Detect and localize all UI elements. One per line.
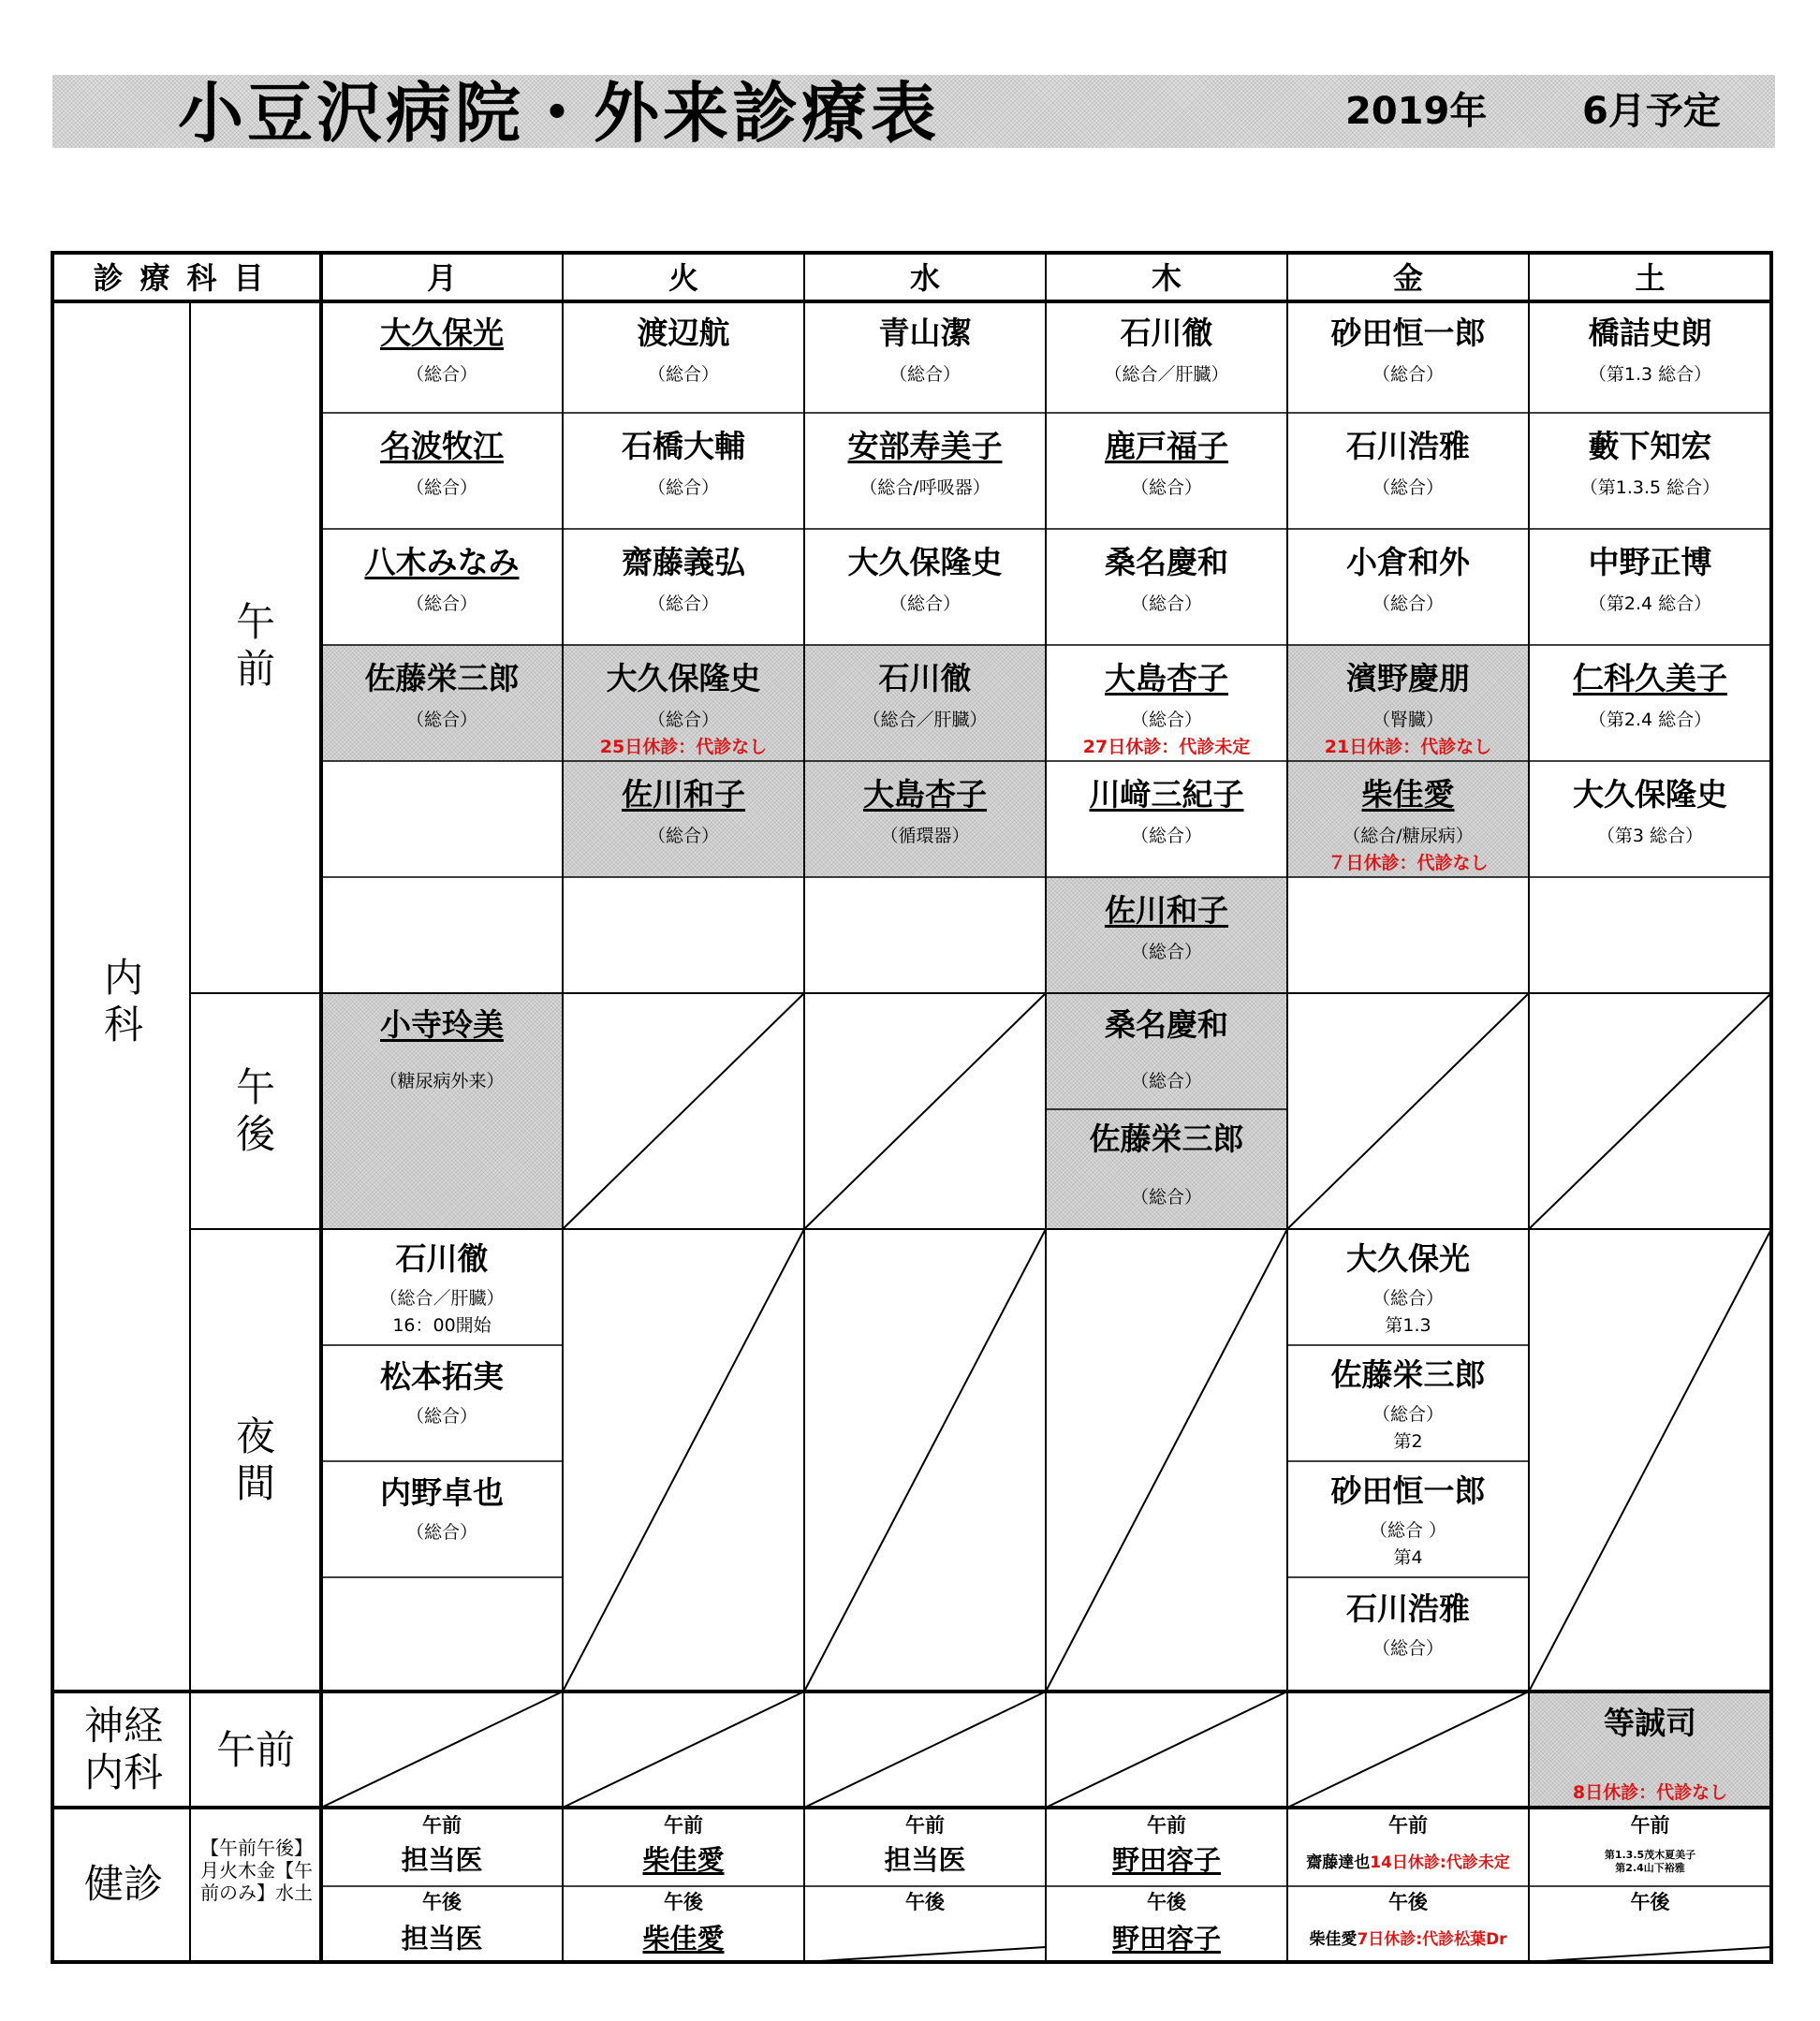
- am-sat-slot-2: [1529, 413, 1771, 529]
- pm-thu-slot-2: [1046, 1109, 1287, 1229]
- doctor-specialty: （総合）: [888, 593, 961, 614]
- am-thu-slot-1: [1046, 301, 1287, 413]
- checkup-hours-note: 【午前午後】月火木金【午前のみ】水土: [200, 1837, 313, 1904]
- checkup-sat-pm: [1529, 1886, 1771, 1962]
- schedule-month: 6月予定: [1582, 90, 1721, 133]
- am-wed-slot-1: [804, 301, 1046, 413]
- doctor-specialty: （総合）: [1372, 477, 1444, 498]
- doctor-specialty: （総合）: [1130, 710, 1202, 730]
- checkup-shift-label: 午後: [1630, 1891, 1670, 1913]
- am-mon-slot-1: [321, 301, 563, 413]
- doctor-name: 橋詰史朗: [1588, 315, 1712, 351]
- am-sat-slot-4: [1529, 645, 1771, 761]
- checkup-shift-label: 午後: [1388, 1891, 1428, 1913]
- checkup-shift-label: 午前: [1630, 1814, 1670, 1837]
- pm-thu-slot-1: [1046, 993, 1287, 1109]
- doctor-specialty: （総合/呼吸器）: [859, 477, 991, 498]
- doctor-specialty: （総合）: [1130, 942, 1202, 962]
- shift-am-label: 午前: [235, 599, 275, 692]
- checkup-doctor: 第2.4山下裕雅: [1615, 1862, 1685, 1874]
- night-mon-slot-2: [321, 1345, 563, 1461]
- am-sat-slot-5: [1529, 761, 1771, 877]
- doctor-specialty: （総合）: [1372, 593, 1444, 614]
- checkup-doctor: 柴佳愛: [1309, 1930, 1358, 1949]
- doctor-specialty: （総合）: [1372, 1638, 1444, 1659]
- schedule-year: 2019年: [1345, 90, 1488, 133]
- am-wed-slot-5: [804, 761, 1046, 877]
- doctor-specialty: （総合）: [647, 364, 719, 385]
- doctor-name: 等誠司: [1604, 1705, 1696, 1741]
- doctor-name: 大久保隆史: [847, 544, 1003, 580]
- doctor-name: 小倉和外: [1346, 544, 1470, 580]
- doctor-name: 大島杏子: [863, 776, 987, 813]
- day-header-mon: 月: [426, 260, 457, 296]
- neuro-shift-label: 午前: [215, 1727, 295, 1773]
- day-header-sat: 土: [1635, 260, 1666, 296]
- absence-note: 7日休診:代診松葉Dr: [1357, 1930, 1507, 1949]
- checkup-shift-label: 午後: [905, 1891, 945, 1913]
- doctor-name: 石川徹: [878, 660, 972, 696]
- shift-pm-label: 午後: [235, 1064, 275, 1157]
- doctor-specialty: （腎臓）: [1372, 710, 1444, 730]
- am-wed-slot-2: [804, 413, 1046, 529]
- am-fri-slot-2: [1287, 413, 1529, 529]
- absence-note: 8日休診：代診なし: [1572, 1782, 1728, 1803]
- doctor-name: 石川徹: [1120, 315, 1213, 351]
- doctor-specialty: （総合）: [647, 593, 719, 614]
- week-note: 第1.3: [1385, 1315, 1431, 1336]
- am-thu-slot-5: [1046, 761, 1287, 877]
- doctor-specialty: （総合）: [888, 364, 961, 385]
- doctor-name: 桑名慶和: [1105, 1006, 1228, 1043]
- checkup-wed-pm: [804, 1886, 1046, 1962]
- doctor-name: 渡辺航: [637, 315, 730, 351]
- doctor-name: 佐川和子: [1105, 892, 1228, 929]
- doctor-name: 八木みなみ: [364, 544, 520, 580]
- checkup-fri-am: [1287, 1808, 1529, 1886]
- am-mon-slot-3: [321, 529, 563, 645]
- am-tue-slot-5: [563, 761, 804, 877]
- doctor-name: 大久保光: [380, 315, 504, 351]
- absence-note: 25日休診：代診なし: [599, 737, 768, 757]
- doctor-name: 松本拓実: [380, 1358, 504, 1395]
- doctor-name: 砂田恒一郎: [1330, 315, 1486, 351]
- checkup-doctor-with-note: [1287, 1929, 1529, 1950]
- doctor-specialty: （糖尿病外来）: [379, 1071, 505, 1091]
- checkup-shift-label: 午前: [905, 1814, 945, 1837]
- doctor-specialty: （総合）: [405, 710, 477, 730]
- am-fri-slot-3: [1287, 529, 1529, 645]
- night-fri-slot-2: [1287, 1345, 1529, 1461]
- checkup-thu-am: [1046, 1808, 1287, 1886]
- doctor-name: 大久保光: [1346, 1240, 1470, 1277]
- doctor-name: 佐藤栄三郎: [364, 660, 520, 696]
- doctor-name: 濱野慶朋: [1346, 660, 1470, 696]
- doctor-specialty: （循環器）: [880, 826, 970, 846]
- am-fri-slot-1: [1287, 301, 1529, 413]
- doctor-specialty: （総合）: [647, 826, 719, 846]
- checkup-doctor: 担当医: [401, 1844, 483, 1876]
- am-wed-slot-4: [804, 645, 1046, 761]
- doctor-specialty: （総合）: [647, 477, 719, 498]
- doctor-specialty: （総合）: [405, 364, 477, 385]
- doctor-specialty: （総合／肝臓）: [1104, 364, 1229, 385]
- am-tue-slot-3: [563, 529, 804, 645]
- doctor-name: 大島杏子: [1105, 660, 1228, 696]
- night-fri-slot-1: [1287, 1229, 1529, 1345]
- doctor-specialty: （第2.4 総合）: [1588, 710, 1712, 730]
- doctor-name: 鹿戸福子: [1105, 428, 1228, 464]
- doctor-specialty: （総合 ）: [1369, 1520, 1447, 1541]
- checkup-shift-label: 午後: [1147, 1891, 1186, 1913]
- checkup-shift-label: 午前: [664, 1814, 703, 1837]
- night-mon-slot-1: [321, 1229, 563, 1345]
- day-header-fri: 金: [1392, 260, 1423, 296]
- am-wed-slot-3: [804, 529, 1046, 645]
- checkup-doctor: 担当医: [884, 1844, 966, 1876]
- doctor-specialty: （第2.4 総合）: [1588, 593, 1712, 614]
- checkup-doctor: 野田容子: [1111, 1844, 1221, 1876]
- checkup-shift-label: 午前: [1388, 1814, 1428, 1837]
- doctor-specialty: （総合／肝臓）: [379, 1288, 505, 1309]
- doctor-specialty: （総合）: [1130, 593, 1202, 614]
- checkup-shift-label: 午前: [422, 1814, 462, 1837]
- doctor-specialty: （総合）: [405, 477, 477, 498]
- am-sat-slot-3: [1529, 529, 1771, 645]
- pm-mon-slot: [321, 993, 563, 1229]
- am-thu-slot-3: [1046, 529, 1287, 645]
- doctor-name: 佐藤栄三郎: [1330, 1356, 1486, 1393]
- absence-note: 27日休診：代診未定: [1082, 737, 1251, 757]
- am-tue-slot-4: [563, 645, 804, 761]
- doctor-name: 名波牧江: [380, 428, 504, 464]
- dept-neuro: 神経内科: [83, 1703, 163, 1795]
- doctor-specialty: （総合）: [1130, 1187, 1202, 1208]
- checkup-mon-pm: [321, 1886, 563, 1962]
- start-time-note: 16：00開始: [392, 1315, 492, 1336]
- am-tue-slot-1: [563, 301, 804, 413]
- doctor-name: 砂田恒一郎: [1330, 1472, 1486, 1509]
- doctor-specialty: （総合）: [1130, 477, 1202, 498]
- shift-night-label: 夜間: [235, 1413, 275, 1506]
- doctor-name: 桑名慶和: [1105, 544, 1228, 580]
- doctor-name: 石川徹: [395, 1240, 489, 1277]
- absence-note: 21日休診：代診なし: [1324, 737, 1492, 757]
- doctor-specialty: （総合）: [1372, 364, 1444, 385]
- doctor-name: 柴佳愛: [1361, 776, 1455, 813]
- checkup-doctor: 担当医: [401, 1923, 483, 1955]
- checkup-sat-am: [1529, 1808, 1771, 1886]
- doctor-specialty: （総合/糖尿病）: [1343, 826, 1474, 846]
- doctor-name: 内野卓也: [380, 1474, 504, 1511]
- doctor-specialty: （総合）: [647, 710, 719, 730]
- doctor-specialty: （総合）: [405, 1522, 477, 1543]
- doctor-specialty: （総合）: [1130, 1071, 1202, 1091]
- doctor-name: 齋藤義弘: [622, 544, 745, 580]
- checkup-shift-label: 午後: [422, 1891, 462, 1913]
- week-note: 第2: [1393, 1431, 1423, 1452]
- doctor-name: 佐藤栄三郎: [1089, 1120, 1244, 1157]
- am-tue-slot-2: [563, 413, 804, 529]
- am-thu-slot-6: [1046, 877, 1287, 993]
- doctor-name: 石橋大輔: [622, 428, 745, 464]
- am-mon-slot-4: [321, 645, 563, 761]
- night-mon-slot-3: [321, 1461, 563, 1577]
- doctor-name: 安部寿美子: [847, 428, 1003, 464]
- doctor-name: 大久保隆史: [606, 660, 761, 696]
- checkup-shift-label: 午前: [1147, 1814, 1186, 1837]
- doctor-name: 中野正博: [1588, 544, 1712, 580]
- doctor-specialty: （総合）: [1372, 1288, 1444, 1309]
- doctor-specialty: （総合）: [1130, 826, 1202, 846]
- am-fri-slot-4: [1287, 645, 1529, 761]
- checkup-doctor: 野田容子: [1111, 1923, 1221, 1955]
- dept-checkup: 健診: [83, 1861, 163, 1907]
- doctor-specialty: （総合）: [1372, 1404, 1444, 1425]
- doctor-name: 大久保隆史: [1573, 776, 1727, 813]
- week-note: 第4: [1393, 1547, 1423, 1568]
- corner-label: 診療科目: [93, 260, 281, 296]
- doctor-specialty: （総合）: [405, 1406, 477, 1427]
- doctor-specialty: （総合）: [405, 593, 477, 614]
- doctor-name: 小寺玲美: [380, 1006, 504, 1043]
- am-sat-slot-1: [1529, 301, 1771, 413]
- page-title: 小豆沢病院・外来診療表: [178, 75, 940, 152]
- doctor-name: 仁科久美子: [1573, 660, 1727, 696]
- checkup-doctor: 柴佳愛: [642, 1923, 725, 1955]
- checkup-thu-pm: [1046, 1886, 1287, 1962]
- am-fri-slot-5: [1287, 761, 1529, 877]
- doctor-name: 青山潔: [878, 315, 972, 351]
- checkup-doctor: 齋藤達也: [1306, 1853, 1371, 1872]
- checkup-tue-pm: [563, 1886, 804, 1962]
- absence-note: 14日休診:代診未定: [1370, 1853, 1510, 1872]
- checkup-doctor: 第1.3.5茂木夏美子: [1604, 1849, 1696, 1861]
- day-header-thu: 木: [1151, 260, 1182, 296]
- checkup-fri-pm: [1287, 1886, 1529, 1962]
- doctor-name: 川﨑三紀子: [1089, 776, 1244, 813]
- doctor-name: 石川浩雅: [1346, 1590, 1470, 1627]
- night-fri-slot-4: [1287, 1577, 1529, 1691]
- night-fri-slot-3: [1287, 1461, 1529, 1577]
- checkup-doctor: 柴佳愛: [642, 1844, 725, 1876]
- doctor-specialty: （第1.3 総合）: [1588, 364, 1712, 385]
- dept-internal: 内科: [103, 955, 143, 1047]
- doctor-specialty: （第1.3.5 総合）: [1579, 477, 1721, 498]
- doctor-name: 佐川和子: [622, 776, 745, 813]
- am-mon-slot-2: [321, 413, 563, 529]
- doctor-name: 藪下知宏: [1588, 428, 1712, 464]
- day-header-tue: 火: [668, 260, 698, 296]
- absence-note: ７日休診：代診なし: [1328, 853, 1489, 873]
- am-thu-slot-2: [1046, 413, 1287, 529]
- doctor-specialty: （第3 総合）: [1596, 826, 1704, 846]
- am-thu-slot-4: [1046, 645, 1287, 761]
- checkup-tue-am: [563, 1808, 804, 1886]
- checkup-wed-am: [804, 1808, 1046, 1886]
- doctor-specialty: （総合／肝臓）: [862, 710, 988, 730]
- neuro-sat-slot: [1529, 1691, 1771, 1808]
- doctor-name: 石川浩雅: [1346, 428, 1470, 464]
- checkup-shift-label: 午後: [664, 1891, 703, 1913]
- checkup-doctor-with-note: [1287, 1853, 1529, 1873]
- day-header-wed: 水: [909, 260, 940, 296]
- checkup-mon-am: [321, 1808, 563, 1886]
